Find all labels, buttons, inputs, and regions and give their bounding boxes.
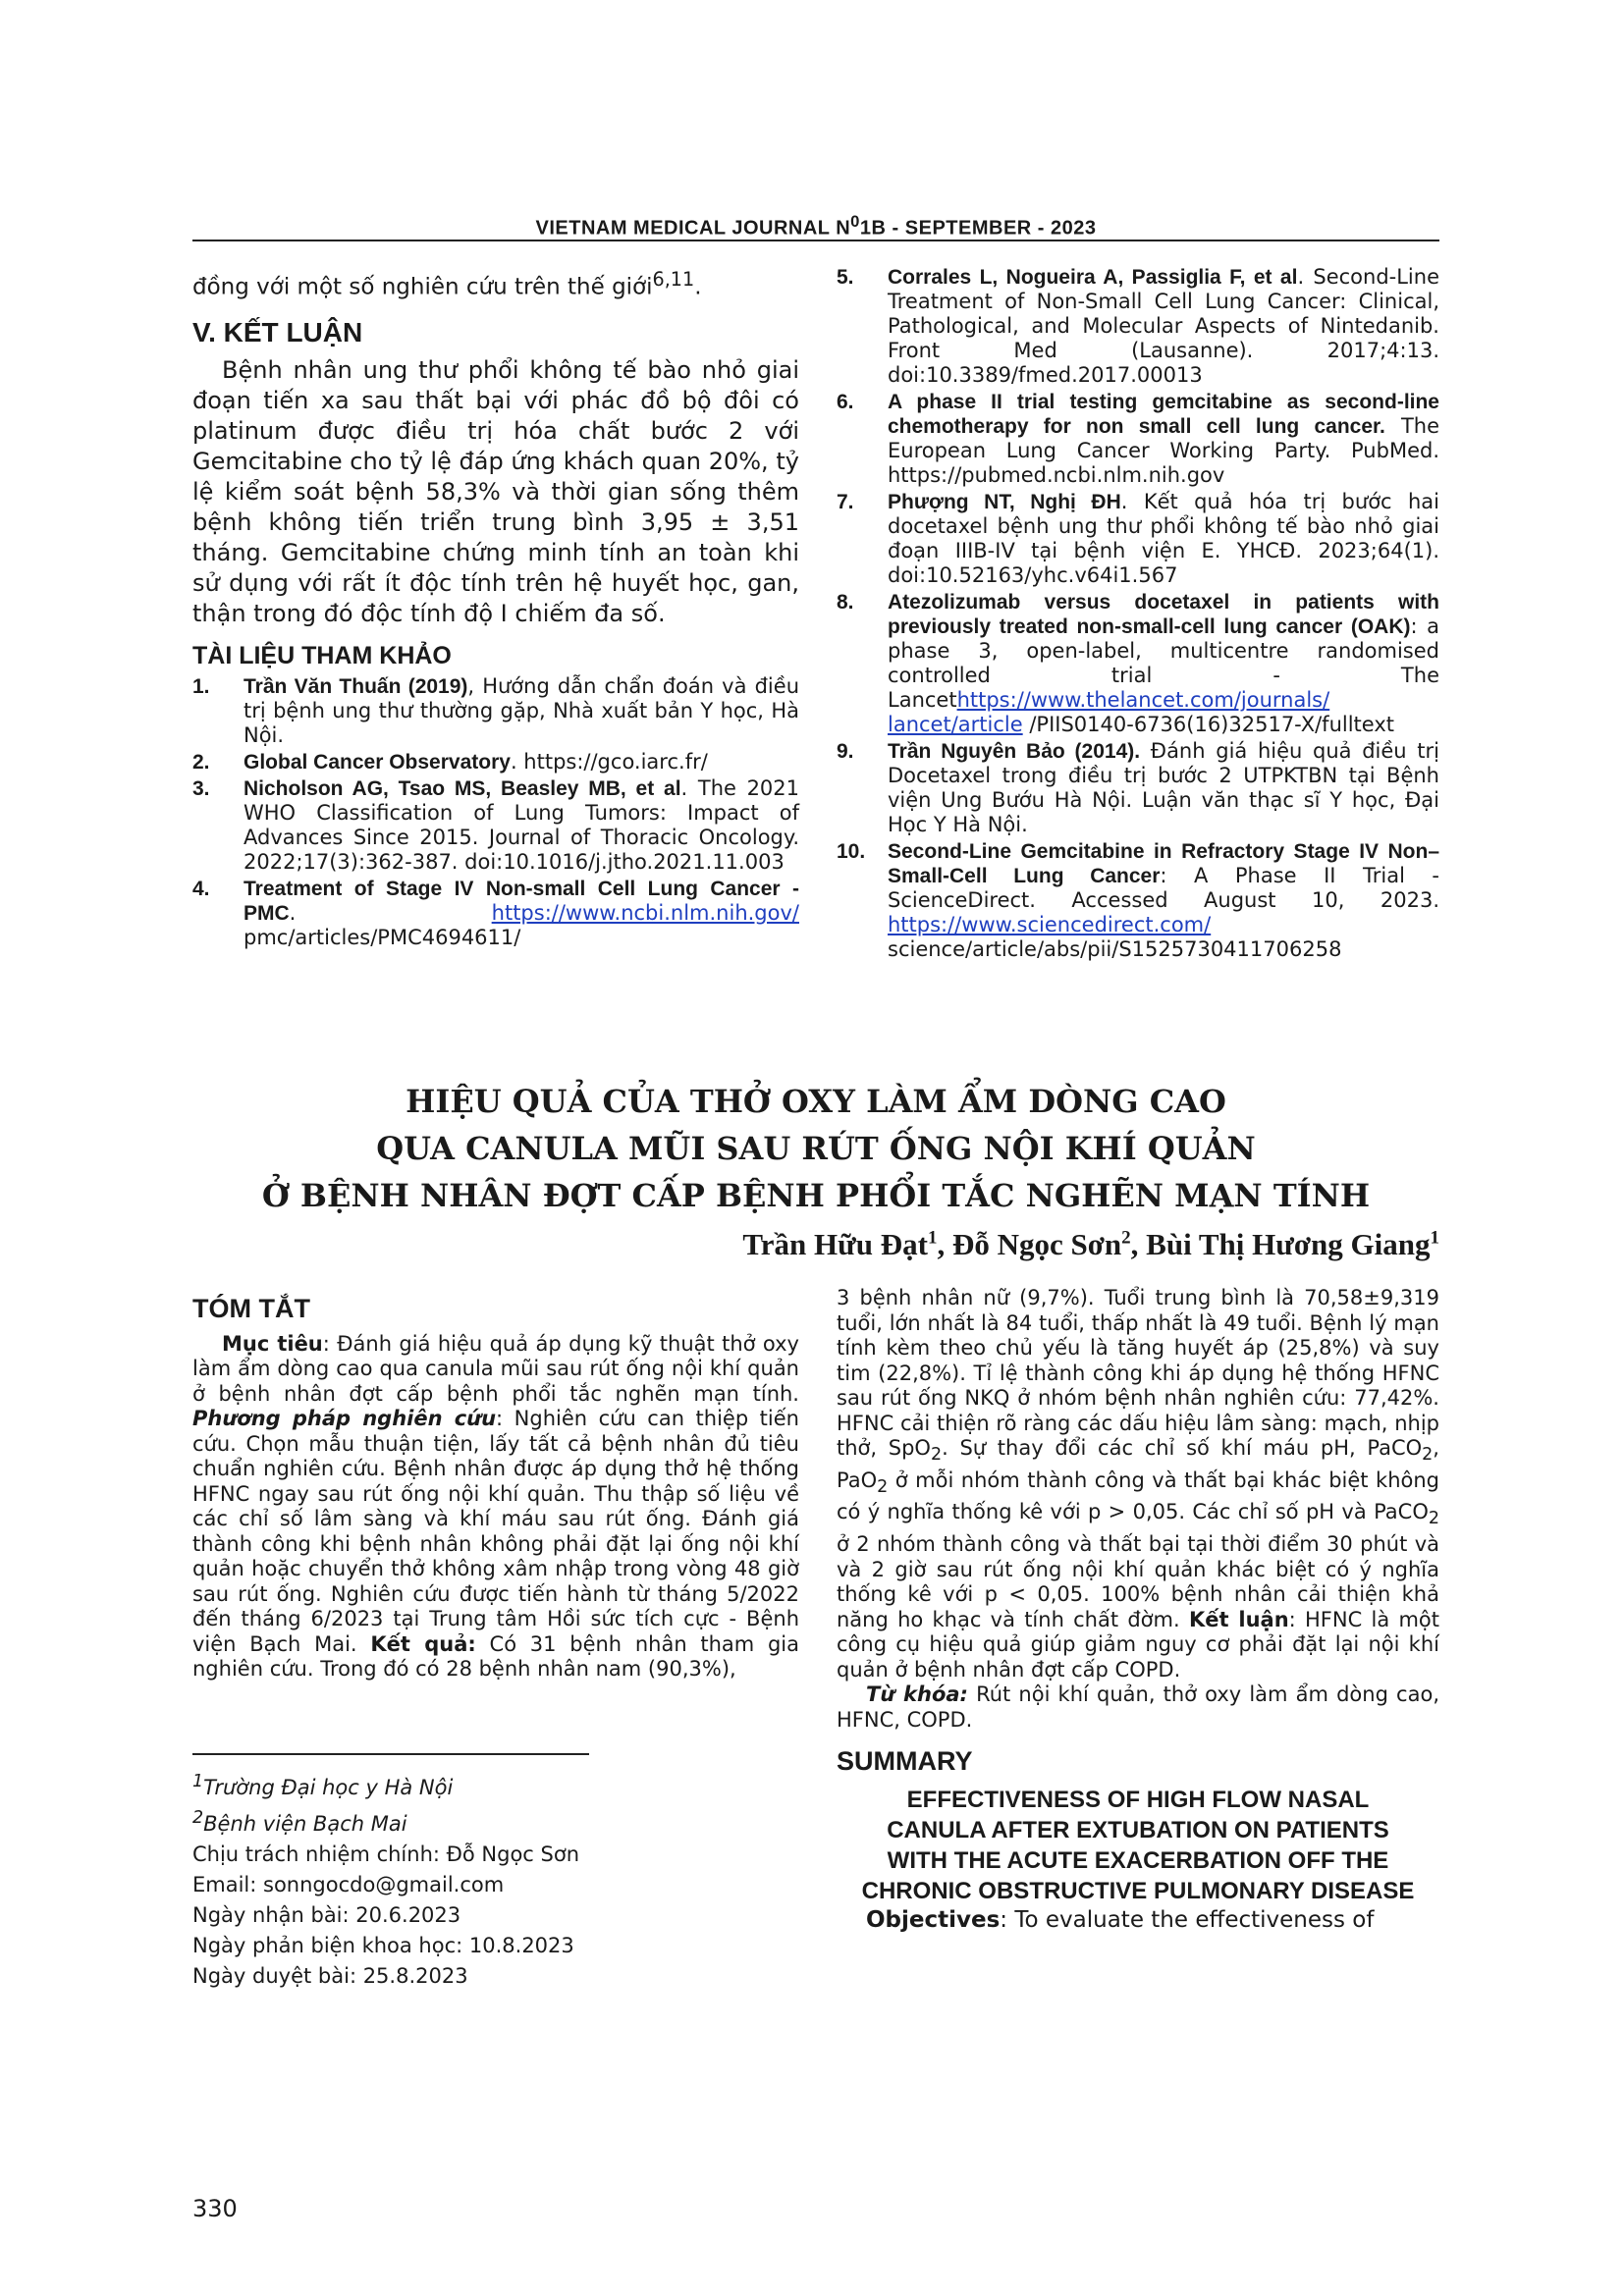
- footnotes: [192, 1767, 799, 1992]
- reference-text: Trần Nguyên Bảo (2014). Đánh giá hiệu quả điều trị Docetaxel trong điều trị bước 2 UTPKTBN tại Bệnh viện Ung Bướu Hà Nội. Luận văn thạc sĩ Y học, Đại Học Y Hà Nội.: [888, 739, 1439, 836]
- header-rule: [192, 240, 1439, 241]
- reference-item: [837, 839, 1439, 962]
- reference-number: 8.: [837, 591, 854, 614]
- method-label: Phương pháp nghiên cứu: [192, 1407, 497, 1430]
- summary-objective: Objectives: To evaluate the effectiveness of: [866, 1906, 1375, 1933]
- author-name: Đỗ Ngọc Sơn$^2$: [951, 1227, 1131, 1261]
- summary-title-line: CANULA AFTER EXTUBATION ON PATIENTS: [887, 1816, 1389, 1843]
- keywords: Từ khóa: Rút nội khí quản, thở oxy làm ẩm dòng cao, HFNC, COPD.: [837, 1682, 1439, 1732]
- reference-item: [192, 776, 799, 875]
- reference-link[interactable]: https://www.ncbi.nlm.nih.gov/: [491, 901, 799, 926]
- reference-item: [192, 674, 799, 748]
- reference-text: Atezolizumab versus docetaxel in patients with previously treated non-small-cell lung cancer (OAK): a phase 3, open-label, multicentre randomised controlled trial - The Lancethttps://www.thelancet.com/journals/ lancet/article /PIIS0140-6736(16)32517-X/fulltext: [888, 591, 1439, 736]
- affiliation-2: $^2$Bệnh viện Bạch Mai: [192, 1808, 407, 1836]
- conclusion-label: Kết luận: [1188, 1607, 1289, 1631]
- reference-text: Phượng NT, Nghị ĐH. Kết quả hóa trị bước hai docetaxel bệnh ung thư phổi không tế bào nhỏ giai đoạn IIIB-IV tại bệnh viện E. YHCĐ. 2023;64(1). doi:10.52163/yhc.v64i1.567: [888, 490, 1439, 587]
- reference-item: [837, 265, 1439, 388]
- reference-link[interactable]: https://www.sciencedirect.com/: [888, 913, 1212, 936]
- summary-title-line: CHRONIC OBSTRUCTIVE PULMONARY DISEASE: [861, 1877, 1415, 1904]
- journal-header: VIETNAM MEDICAL JOURNAL $N^01B$ - SEPTEMBER - 2023: [535, 212, 1097, 240]
- reference-text: Second-Line Gemcitabine in Refractory Stage IV Non–Small-Cell Lung Cancer: A Phase II Trial - ScienceDirect. Accessed August 10, 2023. https://www.sciencedirect.com/ science/article/abs/pii/S1525730411706258: [888, 840, 1439, 961]
- references-heading: TÀI LIỆU THAM KHẢO: [192, 642, 452, 670]
- received-date: Ngày nhận bài: 20.6.2023: [192, 1903, 461, 1927]
- reference-number: 5.: [837, 266, 854, 289]
- review-date: Ngày phản biện khoa học: 10.8.2023: [192, 1934, 574, 1957]
- reference-number: 1.: [192, 675, 210, 699]
- reference-number: 7.: [837, 491, 854, 513]
- reference-item: [192, 877, 799, 950]
- reference-text: Nicholson AG, Tsao MS, Beasley MB, et al. The 2021 WHO Classification of Lung Tumors: Impact of Advances Since 2015. Journal of Thoracic Oncology. 2022;17(3):362-387. doi:10.1016/j.jtho.2021.11.003: [244, 776, 800, 875]
- footnote-rule: [192, 1753, 589, 1755]
- reference-text: Treatment of Stage IV Non-small Cell Lung Cancer - PMC. https://www.ncbi.nlm.nih.gov/ pmc/articles/PMC4694611/: [244, 878, 799, 950]
- title-line: Ở BỆNH NHÂN ĐỢT CẤP BỆNH PHỔI TẮC NGHẼN MẠN TÍNH: [261, 1177, 1371, 1214]
- left-column-top: [192, 265, 799, 952]
- reference-number: 10.: [837, 840, 866, 863]
- objective-label: Mục tiêu: [222, 1331, 323, 1356]
- author-list: Trần Hữu Đạt$^1$, Đỗ Ngọc Sơn$^2$, Bùi Thị Hương Giang$^1$: [742, 1227, 1439, 1261]
- right-column-top: [837, 265, 1439, 964]
- reference-text: Corrales L, Nogueira A, Passiglia F, et al. Second-Line Treatment of Non-Small Cell Lung Cancer: Clinical, Pathological, and Molecular Aspects of Nintedanib. Front Med (Lausanne). 2017;4:13. doi:10.3389/fmed.2017.00013: [888, 265, 1439, 387]
- page-number: 330: [192, 2195, 238, 2222]
- right-column-bottom: [837, 1286, 1439, 1933]
- title-line: QUA CANULA MŨI SAU RÚT ỐNG NỘI KHÍ QUẢN: [376, 1130, 1256, 1167]
- reference-text: Trần Văn Thuấn (2019), Hướng dẫn chẩn đoán và điều trị bệnh ung thư thường gặp, Nhà xuất bản Y học, Hà Nội.: [244, 674, 799, 748]
- summary-title: [837, 1785, 1439, 1906]
- reference-item: [837, 739, 1439, 837]
- corresponding-author: Chịu trách nhiệm chính: Đỗ Ngọc Sơn: [192, 1842, 580, 1866]
- reference-number: 6.: [837, 391, 854, 413]
- author-name: Trần Hữu Đạt$^1$: [742, 1227, 938, 1261]
- reference-number: 2.: [192, 751, 210, 774]
- reference-text: A phase II trial testing gemcitabine as second-line chemotherapy for non small cell lung cancer. The European Lung Cancer Working Party. PubMed. https://pubmed.ncbi.nlm.nih.gov: [888, 391, 1440, 487]
- summary-title-line: EFFECTIVENESS OF HIGH FLOW NASAL: [906, 1786, 1370, 1813]
- reference-item: [192, 750, 799, 774]
- conclusion-paragraph: Bệnh nhân ung thư phổi không tế bào nhỏ giai đoạn tiến xa sau thất bại với phác đồ bộ đôi có platinum được điều trị hóa chất bước 2 với Gemcitabine cho tỷ lệ đáp ứng khách quan 20%, tỷ lệ kiểm soát bệnh 58,3% và thời gian sống thêm bệnh không tiến triển trung bình 3,95 ± 3,51 tháng. Gemcitabine chứng minh tính an toàn khi sử dụng với rất ít độc tính trên hệ huyết học, gan, thận trong đó độc tính độ I chiếm đa số.: [192, 356, 799, 628]
- reference-number: 4.: [192, 878, 210, 901]
- left-column-bottom: [192, 1286, 799, 1682]
- references-list-right: [837, 265, 1439, 962]
- reference-link[interactable]: https://www.thelancet.com/journals/ lancet/article: [888, 688, 1330, 736]
- article-title: [192, 1078, 1439, 1219]
- summary-heading: SUMMARY: [837, 1746, 973, 1777]
- reference-item: [837, 490, 1439, 588]
- affiliation-1: $^1$Trường Đại học y Hà Nội: [192, 1772, 454, 1799]
- summary-title-line: WITH THE ACUTE EXACERBATION OFF THE: [887, 1846, 1389, 1874]
- abstract-text-left: Mục tiêu: Đánh giá hiệu quả áp dụng kỹ thuật thở oxy làm ẩm dòng cao qua canula mũi sau rút ống nội khí quản ở bệnh nhân đợt cấp bệnh phổi tắc nghẽn mạn tính. Phương pháp nghiên cứu: Nghiên cứu can thiệp tiến cứu. Chọn mẫu thuận tiện, lấy tất cả bệnh nhân đủ tiêu chuẩn nghiên cứu. Bệnh nhân được áp dụng thở hệ thống HFNC ngay sau rút ống nội khí quản. Thu thập số liệu về các chỉ số lâm sàng và khí máu sau rút ống. Đánh giá thành công khi bệnh nhân không phải đặt lại ống nội khí quản hoặc chuyển thở không xâm nhập trong vòng 48 giờ sau rút ống. Nghiên cứu được tiến hành từ tháng 5/2022 đến tháng 6/2023 tại Trung tâm Hồi sức tích cực - Bệnh viện Bạch Mai. Kết quả: Có 31 bệnh nhân tham gia nghiên cứu. Trong đó có 28 bệnh nhân nam (90,3%),: [192, 1331, 800, 1681]
- title-line: HIỆU QUẢ CỦA THỞ OXY LÀM ẨM DÒNG CAO: [406, 1083, 1226, 1120]
- references-list-left: [192, 674, 799, 950]
- reference-text: Global Cancer Observatory. https://gco.iarc.fr/: [244, 750, 708, 774]
- reference-item: [837, 590, 1439, 737]
- author-name: Bùi Thị Hương Giang$^1$: [1146, 1227, 1439, 1261]
- reference-number: 3.: [192, 777, 210, 801]
- abstract-heading: TÓM TẮT: [192, 1294, 310, 1323]
- accepted-date: Ngày duyệt bài: 25.8.2023: [192, 1964, 468, 1988]
- email: Email: sonngocdo@gmail.com: [192, 1873, 505, 1896]
- reference-item: [837, 390, 1439, 488]
- result-label: Kết quả:: [370, 1631, 476, 1656]
- reference-number: 9.: [837, 740, 854, 763]
- continuation-text: đồng với một số nghiên cứu trên thế giới$^{6,11}$.: [192, 268, 702, 300]
- abstract-text-right: 3 bệnh nhân nữ (9,7%). Tuổi trung bình là 70,58±9,319 tuổi, lớn nhất là 84 tuổi, thấp nhất là 49 tuổi. Bệnh lý mạn tính kèm theo chủ yếu là tăng huyết áp (25,8%) và suy tim (22,8%). Tỉ lệ thành công khi áp dụng hệ thống HFNC sau rút ống NKQ ở nhóm bệnh nhân nghiên cứu: 77,42%. HFNC cải thiện rõ ràng các dấu hiệu lâm sàng: mạch, nhịp thở, SpO$_2$. Sự thay đổi các chỉ số khí máu pH, PaCO$_2$, PaO$_2$ ở mỗi nhóm thành công và thất bại khác biệt không có ý nghĩa thống kê với p > 0,05. Các chỉ số pH và PaCO$_2$ ở 2 nhóm thành công và thất bại tại thời điểm 30 phút và và 2 giờ sau rút ống nội khí quản khác biệt có ý nghĩa thống kê với p < 0,05. 100% bệnh nhân cải thiện khả năng ho khạc và tính chất đờm. Kết luận: HFNC là một công cụ hiệu quả giúp giảm nguy cơ phải đặt lại nội khí quản ở bệnh nhân đợt cấp COPD.: [837, 1286, 1439, 1682]
- conclusion-heading: V. KẾT LUẬN: [192, 317, 363, 348]
